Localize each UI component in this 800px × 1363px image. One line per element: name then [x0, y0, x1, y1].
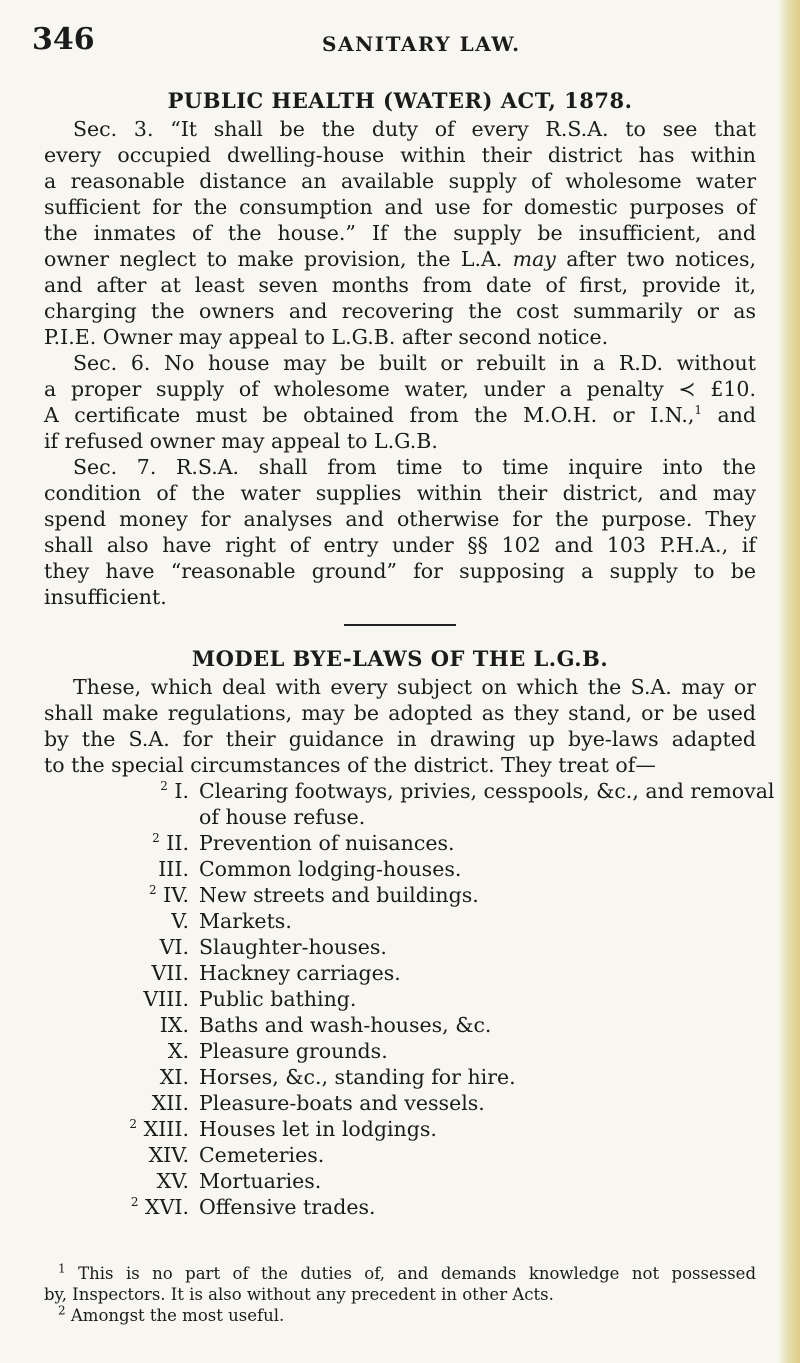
paragraph-line: to the special circumstances of the district. They treat of— [44, 753, 656, 777]
footnote-ref[interactable]: 2 [152, 831, 160, 846]
list-item [44, 1012, 756, 1038]
footnote-ref[interactable]: 2 [129, 1117, 138, 1132]
list-item [44, 1064, 756, 1090]
paragraph-line: if refused owner may appeal to L.G.B. [44, 429, 438, 453]
italic-text: may [512, 247, 556, 271]
list-item [44, 960, 756, 986]
paragraph-line: P.I.E. Owner may appeal to L.G.B. after second notice. [44, 325, 609, 349]
footnote-ref[interactable]: 1 [694, 403, 703, 418]
running-head [32, 22, 732, 62]
paragraph-line: condition of the water supplies within their district, and may [44, 481, 756, 505]
list-item-text: Offensive trades. [199, 1195, 376, 1219]
list-item-text: Houses let in lodgings. [199, 1117, 437, 1141]
footnotes [44, 1263, 756, 1326]
footnote-ref[interactable]: 2 [148, 883, 157, 898]
list-item [44, 856, 756, 882]
paragraph-line: charging the owners and recovering the cost summarily or as [44, 299, 756, 323]
paragraph-line: and after at least seven months from date of first, provide it, [44, 273, 756, 297]
footnote-continuation: by, Inspectors. It is also without any precedent in other Acts. [44, 1285, 554, 1304]
text-run: after two notices, [555, 247, 756, 271]
list-item-text: Public bathing. [199, 987, 357, 1011]
text-run: and [702, 403, 756, 427]
list-item-text: Horses, &c., standing for hire. [199, 1065, 516, 1089]
section-heading: PUBLIC HEALTH (WATER) ACT, 1878. [167, 88, 633, 113]
paragraph-line [44, 402, 756, 428]
list-item-text: New streets and buildings. [199, 883, 479, 907]
paragraph-line: they have “reasonable ground” for supposing a supply to be [44, 559, 756, 583]
paragraph-line: by the S.A. for their guidance in drawing up bye-laws adapted [44, 727, 756, 751]
paragraph-line: shall make regulations, may be adopted as they stand, or be used [44, 701, 756, 725]
paragraph-line [44, 246, 756, 272]
list-numeral: XV. [156, 1169, 189, 1193]
list-item-text: Common lodging-houses. [199, 857, 462, 881]
list-numeral: XII. [151, 1091, 189, 1115]
paragraph-line: a reasonable distance an available supply of wholesome water [44, 169, 756, 193]
footnote-ref[interactable]: 2 [160, 779, 168, 794]
list-numeral: VII. [151, 961, 189, 985]
bye-law-list [44, 778, 775, 1220]
section-heading: MODEL BYE-LAWS OF THE L.G.B. [191, 646, 609, 671]
footnote-mark: 2 [58, 1303, 66, 1318]
list-item-text: Clearing footways, privies, cesspools, &c., and removal [199, 779, 775, 803]
list-numeral: VIII. [143, 987, 189, 1011]
list-item-text: Prevention of nuisances. [199, 831, 455, 855]
section-model-bye-laws [44, 646, 775, 1220]
paragraph-line: spend money for analyses and otherwise for the purpose. They [44, 507, 756, 531]
footnote-mark: 1 [58, 1261, 66, 1276]
list-item [44, 1168, 756, 1194]
list-numeral: III. [158, 857, 189, 881]
list-item [44, 1142, 756, 1168]
paragraph-line: Sec. 6. No house may be built or rebuilt in a R.D. without [73, 351, 756, 375]
text-run: owner neglect to make provision, the L.A. [44, 247, 513, 271]
list-item [44, 1116, 756, 1142]
list-numeral: XI. [159, 1065, 189, 1089]
paragraph-line: Sec. 3. “It shall be the duty of every R.S.A. to see that [73, 117, 756, 141]
list-item-text: of house refuse. [199, 805, 366, 829]
list-item-text: Markets. [199, 909, 292, 933]
list-numeral: X. [167, 1039, 189, 1063]
paragraph-line: insufficient. [44, 585, 167, 609]
section-divider [344, 624, 456, 626]
list-item [44, 908, 756, 934]
page-number: 346 [32, 22, 95, 57]
list-numeral: VI. [159, 935, 189, 959]
running-title: SANITARY LAW. [322, 32, 521, 56]
list-item [44, 778, 775, 804]
list-item-continuation [44, 804, 756, 830]
footnote [44, 1263, 756, 1284]
list-item-text: Baths and wash-houses, &c. [199, 1013, 492, 1037]
list-item [44, 986, 756, 1012]
list-numeral: XIII. [143, 1117, 189, 1141]
paragraph-line: every occupied dwelling-house within their district has within [44, 143, 756, 167]
list-item [44, 934, 756, 960]
list-numeral: IV. [163, 883, 189, 907]
paragraph-line: These, which deal with every subject on which the S.A. may or [73, 675, 756, 699]
list-numeral: XIV. [148, 1143, 189, 1167]
list-item [44, 1038, 756, 1064]
list-item-text: Hackney carriages. [199, 961, 401, 985]
list-item-text: Pleasure grounds. [199, 1039, 388, 1063]
list-item-text: Pleasure-boats and vessels. [199, 1091, 485, 1115]
footnote-ref[interactable]: 2 [130, 1195, 139, 1210]
page-edge [778, 0, 800, 1363]
list-numeral: V. [171, 909, 189, 933]
list-item-text: Cemeteries. [199, 1143, 325, 1167]
paragraph-line: a proper supply of wholesome water, under a penalty ≺ £10. [44, 377, 756, 401]
list-item [44, 882, 756, 908]
text-run: A certificate must be obtained from the M.O.H. or I.N., [44, 403, 695, 427]
list-item-text: Slaughter-houses. [199, 935, 387, 959]
paragraph-line: Sec. 7. R.S.A. shall from time to time inquire into the [73, 455, 756, 479]
footnote-text: Amongst the most useful. [70, 1306, 285, 1325]
list-numeral: XVI. [144, 1195, 189, 1219]
footnote-text: This is no part of the duties of, and demands knowledge not possessed [78, 1264, 757, 1283]
list-item [44, 1090, 756, 1116]
list-item-text: Mortuaries. [199, 1169, 322, 1193]
list-numeral: I. [174, 779, 189, 803]
list-numeral: IX. [159, 1013, 189, 1037]
list-item [44, 1194, 756, 1220]
paragraph-line: the inmates of the house.” If the supply be insufficient, and [44, 221, 756, 245]
list-numeral: II. [166, 831, 189, 855]
paragraph-line: shall also have right of entry under §§ 102 and 103 P.H.A., if [44, 533, 756, 557]
section-public-health-water-act [44, 88, 756, 610]
list-item [44, 830, 756, 856]
paragraph-line: sufficient for the consumption and use for domestic purposes of [44, 195, 756, 219]
footnote [44, 1305, 756, 1326]
